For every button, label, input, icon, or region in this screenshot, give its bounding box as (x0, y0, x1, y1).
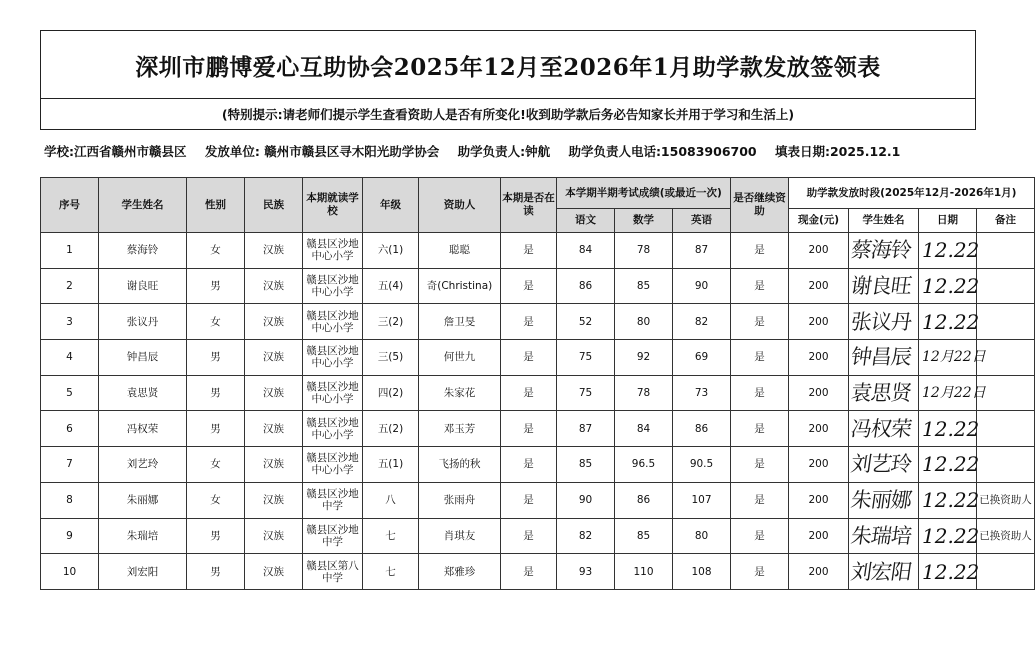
cell-remark (977, 554, 1035, 590)
cell-cash: 200 (789, 268, 849, 304)
cell-grade: 五(1) (363, 447, 419, 483)
cell-continue: 是 (731, 518, 789, 554)
cell-sign-date: 12.22 (919, 518, 977, 554)
handwritten-signature: 冯权荣 (849, 416, 913, 441)
cell-enrolled: 是 (501, 554, 557, 590)
cell-no: 5 (41, 375, 99, 411)
header-english: 英语 (673, 209, 731, 233)
header-no: 序号 (41, 178, 99, 233)
cell-sponsor: 朱家花 (419, 375, 501, 411)
cell-math: 110 (615, 554, 673, 590)
info-line (44, 142, 974, 160)
cell-name: 张议丹 (99, 304, 187, 340)
handwritten-signature: 袁思贤 (849, 381, 913, 406)
cell-sign-date: 12.22 (919, 482, 977, 518)
cell-cash: 200 (789, 304, 849, 340)
cell-name: 袁思贤 (99, 375, 187, 411)
cell-no: 4 (41, 340, 99, 376)
cell-ethnicity: 汉族 (245, 554, 303, 590)
table-row (41, 518, 1035, 554)
cell-english: 107 (673, 482, 731, 518)
header-grade: 年级 (363, 178, 419, 233)
title-box (40, 30, 976, 99)
table-row (41, 233, 1035, 269)
cell-ethnicity: 汉族 (245, 304, 303, 340)
cell-gender: 女 (187, 233, 245, 269)
cell-enrolled: 是 (501, 482, 557, 518)
cell-continue: 是 (731, 482, 789, 518)
cell-gender: 女 (187, 482, 245, 518)
info-date: 填表日期:2025.12.1 (774, 144, 901, 159)
header-sign-name: 学生姓名 (849, 209, 919, 233)
cell-sign-date: 12.22 (919, 304, 977, 340)
header-math: 数学 (615, 209, 673, 233)
cell-name: 朱丽娜 (99, 482, 187, 518)
cell-cash: 200 (789, 411, 849, 447)
cell-enrolled: 是 (501, 518, 557, 554)
header-sponsor: 资助人 (419, 178, 501, 233)
cell-name: 谢良旺 (99, 268, 187, 304)
cell-name: 刘艺玲 (99, 447, 187, 483)
cell-grade: 八 (363, 482, 419, 518)
cell-grade: 六(1) (363, 233, 419, 269)
cell-enrolled: 是 (501, 375, 557, 411)
cell-sponsor: 奇(Christina) (419, 268, 501, 304)
cell-sponsor: 詹卫旻 (419, 304, 501, 340)
page-title: 深圳市鹏博爱心互助协会2025年12月至2026年1月助学款发放签领表 (135, 53, 881, 81)
cell-cash: 200 (789, 554, 849, 590)
cell-signature (849, 304, 919, 340)
cell-sign-date: 12.22 (919, 554, 977, 590)
cell-english: 90.5 (673, 447, 731, 483)
cell-math: 80 (615, 304, 673, 340)
cell-signature (849, 375, 919, 411)
cell-enrolled: 是 (501, 447, 557, 483)
table-row (41, 340, 1035, 376)
cell-name: 钟昌辰 (99, 340, 187, 376)
cell-english: 86 (673, 411, 731, 447)
cell-signature (849, 340, 919, 376)
cell-remark (977, 233, 1035, 269)
cell-school: 赣县区沙地中心小学 (303, 340, 363, 376)
cell-continue: 是 (731, 340, 789, 376)
header-name: 学生姓名 (99, 178, 187, 233)
cell-cash: 200 (789, 518, 849, 554)
cell-gender: 男 (187, 340, 245, 376)
cell-gender: 男 (187, 554, 245, 590)
cell-gender: 男 (187, 268, 245, 304)
cell-sign-date: 12.22 (919, 233, 977, 269)
cell-cash: 200 (789, 233, 849, 269)
cell-remark (977, 268, 1035, 304)
cell-sign-date: 12月22日 (919, 340, 977, 376)
cell-english: 73 (673, 375, 731, 411)
form-sheet (40, 30, 1032, 640)
cell-ethnicity: 汉族 (245, 447, 303, 483)
cell-math: 85 (615, 518, 673, 554)
cell-remark: 已换资助人 (977, 482, 1035, 518)
cell-no: 6 (41, 411, 99, 447)
table-row (41, 411, 1035, 447)
cell-chinese: 87 (557, 411, 615, 447)
cell-ethnicity: 汉族 (245, 482, 303, 518)
cell-name: 刘宏阳 (99, 554, 187, 590)
header-scores-group: 本学期半期考试成绩(或最近一次) (557, 178, 731, 209)
cell-chinese: 86 (557, 268, 615, 304)
header-gender: 性别 (187, 178, 245, 233)
cell-sponsor: 肖琪友 (419, 518, 501, 554)
cell-grade: 五(4) (363, 268, 419, 304)
cell-english: 82 (673, 304, 731, 340)
cell-math: 78 (615, 375, 673, 411)
cell-continue: 是 (731, 304, 789, 340)
cell-ethnicity: 汉族 (245, 375, 303, 411)
cell-english: 87 (673, 233, 731, 269)
table-row (41, 447, 1035, 483)
cell-chinese: 75 (557, 375, 615, 411)
cell-math: 85 (615, 268, 673, 304)
cell-ethnicity: 汉族 (245, 233, 303, 269)
cell-chinese: 52 (557, 304, 615, 340)
cell-continue: 是 (731, 268, 789, 304)
cell-gender: 女 (187, 304, 245, 340)
cell-no: 9 (41, 518, 99, 554)
header-continue: 是否继续资助 (731, 178, 789, 233)
cell-name: 蔡海铃 (99, 233, 187, 269)
cell-signature (849, 518, 919, 554)
cell-grade: 四(2) (363, 375, 419, 411)
handwritten-signature: 蔡海铃 (849, 238, 913, 263)
cell-chinese: 93 (557, 554, 615, 590)
header-ethnicity: 民族 (245, 178, 303, 233)
table-body (41, 233, 1035, 590)
handwritten-signature: 刘艺玲 (849, 452, 913, 477)
info-school: 学校:江西省赣州市赣县区 (44, 144, 187, 159)
table-row (41, 375, 1035, 411)
info-phone: 助学负责人电话:15083906700 (568, 144, 757, 159)
cell-school: 赣县区沙地中学 (303, 482, 363, 518)
cell-chinese: 90 (557, 482, 615, 518)
cell-school: 赣县区沙地中学 (303, 518, 363, 554)
cell-english: 108 (673, 554, 731, 590)
cell-grade: 七 (363, 518, 419, 554)
cell-cash: 200 (789, 340, 849, 376)
cell-no: 3 (41, 304, 99, 340)
handwritten-signature: 谢良旺 (849, 274, 913, 299)
cell-school: 赣县区沙地中心小学 (303, 304, 363, 340)
cell-ethnicity: 汉族 (245, 518, 303, 554)
cell-signature (849, 447, 919, 483)
info-issuer: 发放单位: 赣州市赣县区寻木阳光助学协会 (204, 144, 440, 159)
cell-continue: 是 (731, 375, 789, 411)
handwritten-signature: 朱丽娜 (849, 488, 913, 513)
cell-no: 8 (41, 482, 99, 518)
cell-english: 69 (673, 340, 731, 376)
cell-remark (977, 304, 1035, 340)
cell-school: 赣县区沙地中心小学 (303, 375, 363, 411)
cell-grade: 三(2) (363, 304, 419, 340)
cell-school: 赣县区沙地中心小学 (303, 447, 363, 483)
cell-math: 84 (615, 411, 673, 447)
cell-chinese: 85 (557, 447, 615, 483)
cell-math: 96.5 (615, 447, 673, 483)
cell-sign-date: 12.22 (919, 447, 977, 483)
cell-ethnicity: 汉族 (245, 268, 303, 304)
cell-remark: 已换资助人 (977, 518, 1035, 554)
notice-box (40, 98, 976, 130)
cell-sponsor: 张雨舟 (419, 482, 501, 518)
table-row (41, 304, 1035, 340)
cell-sign-date: 12.22 (919, 268, 977, 304)
cell-signature (849, 554, 919, 590)
cell-sponsor: 何世九 (419, 340, 501, 376)
cell-cash: 200 (789, 447, 849, 483)
sponsorship-table (40, 177, 1035, 590)
cell-no: 7 (41, 447, 99, 483)
cell-no: 2 (41, 268, 99, 304)
table-row (41, 268, 1035, 304)
cell-math: 78 (615, 233, 673, 269)
cell-sponsor: 邓玉芳 (419, 411, 501, 447)
table-row (41, 482, 1035, 518)
handwritten-signature: 钟昌辰 (849, 345, 913, 370)
notice-text: (特别提示:请老师们提示学生查看资助人是否有所变化!收到助学款后务必告知家长并用于学习和生活上) (221, 107, 795, 122)
cell-cash: 200 (789, 375, 849, 411)
cell-ethnicity: 汉族 (245, 340, 303, 376)
cell-no: 1 (41, 233, 99, 269)
cell-ethnicity: 汉族 (245, 411, 303, 447)
cell-chinese: 75 (557, 340, 615, 376)
cell-sponsor: 飞扬的秋 (419, 447, 501, 483)
cell-remark (977, 447, 1035, 483)
cell-signature (849, 411, 919, 447)
cell-enrolled: 是 (501, 411, 557, 447)
info-leader: 助学负责人:钟航 (457, 144, 551, 159)
cell-no: 10 (41, 554, 99, 590)
cell-gender: 男 (187, 411, 245, 447)
cell-enrolled: 是 (501, 340, 557, 376)
cell-name: 朱瑞培 (99, 518, 187, 554)
header-school: 本期就读学校 (303, 178, 363, 233)
cell-sign-date: 12月22日 (919, 375, 977, 411)
cell-grade: 五(2) (363, 411, 419, 447)
cell-gender: 男 (187, 375, 245, 411)
handwritten-signature: 刘宏阳 (849, 559, 913, 584)
handwritten-signature: 朱瑞培 (849, 523, 913, 548)
cell-gender: 男 (187, 518, 245, 554)
cell-remark (977, 411, 1035, 447)
header-remark: 备注 (977, 209, 1035, 233)
cell-english: 90 (673, 268, 731, 304)
cell-sponsor: 郑雅珍 (419, 554, 501, 590)
cell-enrolled: 是 (501, 268, 557, 304)
cell-gender: 女 (187, 447, 245, 483)
cell-continue: 是 (731, 411, 789, 447)
cell-enrolled: 是 (501, 304, 557, 340)
cell-math: 86 (615, 482, 673, 518)
cell-continue: 是 (731, 447, 789, 483)
table-row (41, 554, 1035, 590)
cell-grade: 七 (363, 554, 419, 590)
cell-school: 赣县区沙地中心小学 (303, 268, 363, 304)
cell-cash: 200 (789, 482, 849, 518)
header-enrolled: 本期是否在读 (501, 178, 557, 233)
cell-math: 92 (615, 340, 673, 376)
cell-sponsor: 聪聪 (419, 233, 501, 269)
cell-continue: 是 (731, 233, 789, 269)
cell-chinese: 82 (557, 518, 615, 554)
cell-signature (849, 482, 919, 518)
cell-english: 80 (673, 518, 731, 554)
cell-chinese: 84 (557, 233, 615, 269)
cell-signature (849, 268, 919, 304)
cell-school: 赣县区沙地中心小学 (303, 411, 363, 447)
header-period-group: 助学款发放时段(2025年12月-2026年1月) (789, 178, 1035, 209)
cell-school: 赣县区沙地中心小学 (303, 233, 363, 269)
cell-continue: 是 (731, 554, 789, 590)
cell-grade: 三(5) (363, 340, 419, 376)
header-chinese: 语文 (557, 209, 615, 233)
cell-enrolled: 是 (501, 233, 557, 269)
header-sign-date: 日期 (919, 209, 977, 233)
cell-sign-date: 12.22 (919, 411, 977, 447)
handwritten-signature: 张议丹 (849, 309, 913, 334)
cell-signature (849, 233, 919, 269)
cell-name: 冯权荣 (99, 411, 187, 447)
cell-school: 赣县区第八中学 (303, 554, 363, 590)
header-cash: 现金(元) (789, 209, 849, 233)
